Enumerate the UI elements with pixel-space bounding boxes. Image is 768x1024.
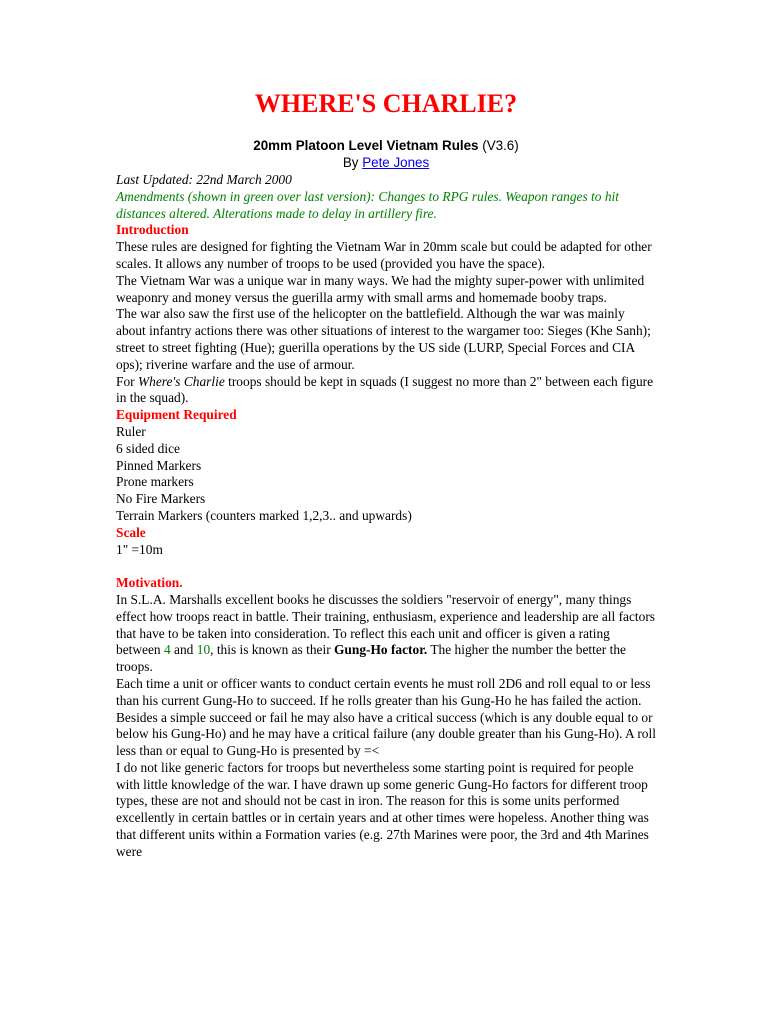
gungho-min: 4 — [163, 642, 171, 658]
gungho-max: 10 — [196, 642, 211, 658]
motivation-p1-a: In S.L.A. Marshalls excellent books he discusses the soldiers "reservoir of energy", many things effect how troops react in battle. Their training, enthusiasm, experience and leadership are all factors that have to be taken into consideration. To reflect this each unit and officer is given a rating between — [116, 591, 656, 658]
gungho-term: Gung-Ho factor. — [334, 642, 428, 658]
motivation-p1-and: and — [174, 642, 194, 658]
motivation-p1-c: The higher the number the better the troops. — [116, 642, 626, 675]
document-subtitle — [116, 138, 656, 154]
motivation-paragraph-2: Each time a unit or officer wants to conduct certain events he must roll 2D6 and roll equal to or less than his current Gung-Ho to succeed. If he rolls greater than his Gung-Ho he has failed the action. Besides a simple succeed or fail he may also have a critical success (which is any double equal to or below his Gung-Ho) and he may have a critical failure (any double greater than his Gung-Ho). A roll less than or equal to Gung-Ho is presented by =< — [116, 675, 656, 759]
subtitle-main: 20mm Platoon Level Vietnam Rules — [253, 138, 479, 153]
equipment-item: Prone markers — [116, 474, 194, 490]
author-link[interactable]: Pete Jones — [362, 155, 430, 170]
byline — [116, 155, 656, 171]
amendments-note: Amendments (shown in green over last version): Changes to RPG rules. Weapon ranges to hit distances altered. Alterations made to delay in artillery fire. — [116, 188, 619, 221]
motivation-paragraph-3: I do not like generic factors for troops but nevertheless some starting point is required for people with little knowledge of the war. I have drawn up some generic Gung-Ho factors for different troop types, these are not and should not be cast in iron. The reason for this is some units performed excellently in certain battles or in certain years and at other times were hopeless. Another thing was that different units within a Formation varies (e.g. 27th Marines were poor, the 3rd and 4th Marines were — [116, 759, 649, 859]
motivation-paragraph-1 — [116, 592, 656, 676]
intro-paragraph-4 — [116, 374, 656, 408]
last-updated: Last Updated: 22nd March 2000 — [116, 172, 292, 187]
motivation-p1-b: , this is known as their — [210, 642, 331, 658]
equipment-item: No Fire Markers — [116, 491, 206, 507]
scale-value: 1" =10m — [116, 541, 163, 557]
document-title: WHERE'S CHARLIE? — [254, 89, 518, 118]
heading-scale: Scale — [116, 524, 146, 540]
subtitle-version: (V3.6) — [482, 138, 519, 153]
intro-p4-title: Where's Charlie — [137, 373, 225, 389]
document-body — [116, 172, 656, 861]
intro-paragraph-3: The war also saw the first use of the helicopter on the battlefield. Although the war was mainly about infantry actions there was other situations of interest to the wargamer too: Sieges (Khe Sanh); street to street fighting (Hue); guerilla operations by the US side (LURP, Special Forces and CIA ops); riverine warfare and the use of armour. — [116, 306, 651, 372]
heading-equipment: Equipment Required — [116, 407, 237, 423]
equipment-item: Pinned Markers — [116, 457, 202, 473]
heading-motivation: Motivation. — [116, 575, 183, 591]
intro-paragraph-1: These rules are designed for fighting the Vietnam War in 20mm scale but could be adapted for other scales. It allows any number of troops to be used (provided you have the space). — [116, 239, 652, 271]
equipment-item: Ruler — [116, 423, 146, 439]
intro-paragraph-2: The Vietnam War was a unique war in many ways. We had the mighty super-power with unlimited weaponry and money versus the guerilla army with small arms and homemade booby traps. — [116, 272, 645, 305]
byline-prefix: By — [342, 155, 359, 170]
intro-p4-before: For — [116, 373, 135, 389]
equipment-item: Terrain Markers (counters marked 1,2,3.. and upwards) — [116, 507, 412, 523]
heading-introduction: Introduction — [116, 222, 189, 238]
spacer — [116, 558, 656, 575]
intro-p4-after: troops should be kept in squads (I suggest no more than 2" between each figure in the squad). — [116, 373, 654, 406]
equipment-item: 6 sided dice — [116, 440, 180, 456]
